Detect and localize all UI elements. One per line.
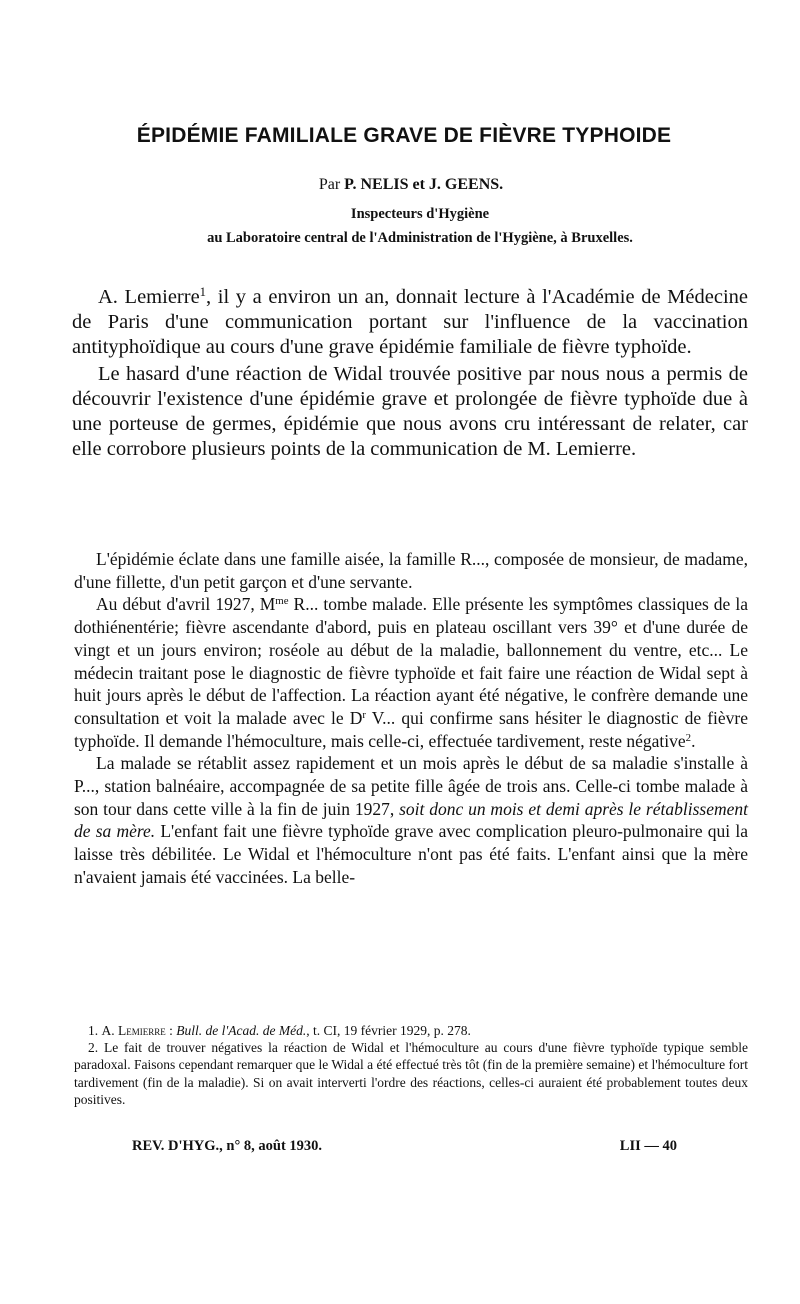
footnote-1 — [74, 1022, 748, 1039]
intro-text-start: A. Lemierre — [98, 286, 200, 308]
body-p2-text-c: V... qui confirme sans hésiter le diagnostic de fièvre typhoïde. Il demande l'hémoculture, mais celle-ci, effectuée tardivement, reste négative — [74, 707, 748, 751]
superscript-mme: me — [275, 595, 289, 608]
body-p3-italic: soit donc un mois et demi après le rétablissement de sa mère. — [74, 798, 748, 842]
body-p3-text-b: L'enfant fait une fièvre typhoïde grave avec complication pleuro-pulmonaire qui la laisse très débilitée. Le Widal et l'hémoculture n'ont pas été faits. L'enfant ainsi que la mère n'avaient jamais été vaccinées. La belle- — [74, 821, 748, 887]
footnote-ref-2: 2 — [685, 731, 692, 744]
intro-paragraph-1 — [72, 285, 748, 360]
body-p2-text-a: Au début d'avril 1927, M — [96, 594, 276, 615]
intro-paragraph-2: Le hasard d'une réaction de Widal trouvée positive par nous nous a permis de découvrir l'existence d'une épidémie grave et prolongée de fièvre typhoïde due à une porteuse de germes, épidémie que nous avons cru intéressant de relater, car elle corrobore plusieurs points de la communication de M. Lemierre. — [72, 363, 748, 460]
affiliation-line-2: au Laboratoire central de l'Administration de l'Hygiène, à Bruxelles. — [207, 230, 633, 246]
article-title: ÉPIDÉMIE FAMILIALE GRAVE DE FIÈVRE TYPHOIDE — [136, 124, 672, 147]
article-body — [74, 548, 748, 889]
footnote-1-separator: : — [165, 1023, 177, 1038]
byline-prefix: Par — [318, 176, 341, 193]
body-p3-text-a: La malade se rétablit assez rapidement et un mois après le début de sa maladie s'installe à P..., station balnéaire, accompagnée de sa petite fille âgée de trois ans. Celle-ci tombe malade à son tour dans cette ville à la fin de juin 1927, — [74, 753, 748, 819]
body-p2-text-b: R... tombe malade. Elle présente les symptômes classiques de la dothiénentérie; fièvre ascendante d'abord, puis en plateau oscillant vers 39° et d'une durée de vingt et un jours environ; roséole au début de la maladie, ballonnement du ventre, etc... Le médecin traitant pose le diagnostic de fièvre typhoïde et fait faire une réaction de Widal sept à huit jours après le début de l'affection. La réaction ayant été négative, le confrère demande une consultation et voit la malade avec le D — [74, 594, 748, 728]
intro-text-rest: , il y a environ un an, donnait lecture à l'Académie de Médecine de Paris d'une communication portant sur l'influence de la vaccination antityphoïdique au cours d'une grave épidémie familiale de fièvre typhoïde. — [72, 286, 748, 358]
body-paragraph-2 — [74, 593, 748, 752]
authors: P. NELIS et J. GEENS. — [344, 176, 504, 193]
footnote-ref-1: 1 — [199, 285, 207, 300]
body-p2-text-d: . — [691, 730, 696, 751]
footnote-2: 2. Le fait de trouver négatives la réaction de Widal et l'hémoculture au cours d'une fièvre typhoïde typique semble paradoxal. Faisons cependant remarquer que le Widal a été effectué très tôt (fin de la première semaine) et l'hémoculture fort tardivement (fin de la maladie). Si on avait interverti l'ordre des réactions, celles-ci auraient été probablement toutes deux positives. — [74, 1040, 748, 1107]
footer-volume-page: LII — 40 — [619, 1138, 677, 1154]
body-paragraph-3 — [74, 752, 748, 888]
footnote-1-journal: Bull. de l'Acad. de Méd. — [176, 1023, 307, 1038]
body-paragraph-1: L'épidémie éclate dans une famille aisée, la famille R..., composée de monsieur, de madame, d'une fillette, d'un petit garçon et d'une servante. — [74, 549, 748, 592]
byline — [0, 176, 800, 194]
footnote-1-number: 1. — [88, 1023, 99, 1038]
footer-journal: REV. D'HYG., n° 8, août 1930. — [132, 1138, 323, 1154]
footnotes — [74, 1022, 748, 1108]
affiliation-line-1: Inspecteurs d'Hygiène — [350, 206, 490, 222]
footnote-1-citation: , t. CI, 19 février 1929, p. 278. — [306, 1023, 471, 1038]
superscript-dr: r — [362, 708, 366, 721]
footnote-1-author: A. Lemierre — [101, 1023, 166, 1038]
introduction — [72, 285, 748, 462]
